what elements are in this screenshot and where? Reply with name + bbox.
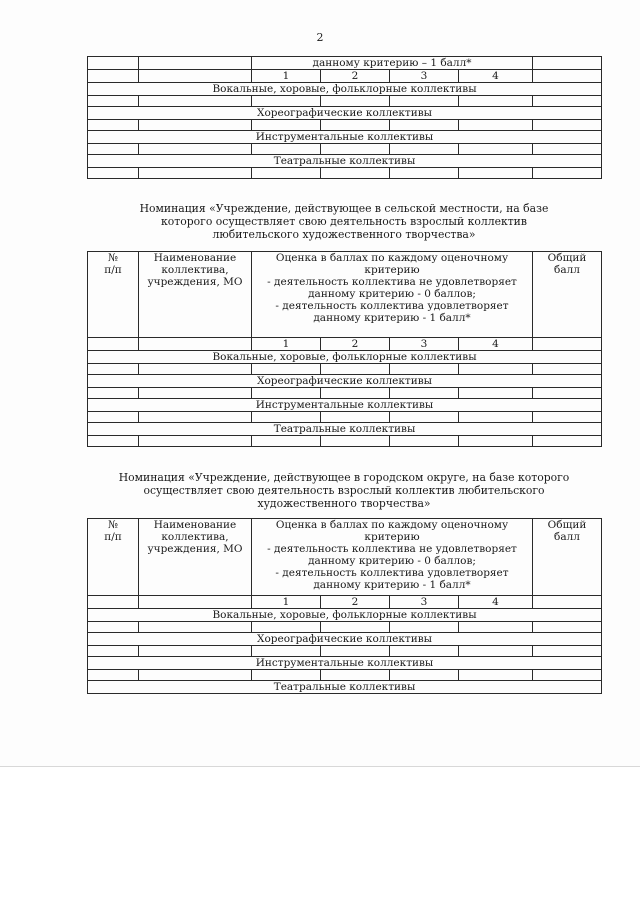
section-row <box>88 681 602 694</box>
table-header-row <box>88 252 602 338</box>
column-header-number: № п/п <box>88 519 139 596</box>
table-header-row <box>88 519 602 596</box>
column-header-total: Общий балл <box>533 252 602 338</box>
column-header-name: Наименование коллектива, учреждения, МО <box>139 252 252 338</box>
table-row <box>88 436 602 447</box>
section-title: Хореографические коллективы <box>88 107 602 120</box>
section-row <box>88 107 602 120</box>
table-row <box>88 144 602 155</box>
criterion-2: 2 <box>321 338 390 351</box>
table-row <box>88 412 602 423</box>
section-row <box>88 633 602 646</box>
column-header-score: Оценка в баллах по каждому оценочному критерию - деятельность коллектива не удовлетворяет данному критерию - 0 баллов; - деятельность коллектива удовлетворяет данному критерию - 1 балл* <box>252 252 533 338</box>
table-rural <box>87 251 602 447</box>
table-row <box>88 57 602 70</box>
table-row <box>88 670 602 681</box>
criterion-1: 1 <box>252 338 321 351</box>
section-row <box>88 657 602 670</box>
section-title: Инструментальные коллективы <box>88 131 602 144</box>
nomination-urban: Номинация «Учреждение, действующее в городском округе, на базе которого осуществляет свою деятельность взрослый коллектив любительского художественного творчества» <box>118 471 570 510</box>
criterion-2: 2 <box>321 596 390 609</box>
table-row <box>88 120 602 131</box>
page-number: 2 <box>316 31 324 44</box>
criteria-number-row <box>88 596 602 609</box>
section-title: Хореографические коллективы <box>88 375 602 388</box>
column-header-total: Общий балл <box>533 519 602 596</box>
criterion-3: 3 <box>390 596 459 609</box>
table-row <box>88 168 602 179</box>
criterion-2: 2 <box>321 70 390 83</box>
section-row <box>88 399 602 412</box>
table-row <box>88 364 602 375</box>
section-row <box>88 375 602 388</box>
criterion-1: 1 <box>252 596 321 609</box>
table-row <box>88 388 602 399</box>
criteria-number-row <box>88 338 602 351</box>
column-header-number: № п/п <box>88 252 139 338</box>
section-title: Вокальные, хоровые, фольклорные коллективы <box>88 351 602 364</box>
section-title: Театральные коллективы <box>88 681 602 694</box>
section-title: Вокальные, хоровые, фольклорные коллективы <box>88 83 602 96</box>
section-title: Инструментальные коллективы <box>88 399 602 412</box>
section-row <box>88 423 602 436</box>
criterion-3: 3 <box>390 338 459 351</box>
section-row <box>88 131 602 144</box>
section-row <box>88 155 602 168</box>
column-header-score: Оценка в баллах по каждому оценочному критерию - деятельность коллектива не удовлетворяет данному критерию - 0 баллов; - деятельность коллектива удовлетворяет данному критерию - 1 балл* <box>252 519 533 596</box>
section-title: Хореографические коллективы <box>88 633 602 646</box>
section-title: Вокальные, хоровые, фольклорные коллективы <box>88 609 602 622</box>
section-row <box>88 609 602 622</box>
section-title: Театральные коллективы <box>88 423 602 436</box>
score-header-fragment: данному критерию – 1 балл* <box>252 57 533 70</box>
nomination-rural: Номинация «Учреждение, действующее в сельской местности, на базе которого осуществляет свою деятельность взрослый коллектив любительского художественного творчества» <box>139 202 549 241</box>
section-title: Инструментальные коллективы <box>88 657 602 670</box>
criterion-3: 3 <box>390 70 459 83</box>
table-row <box>88 96 602 107</box>
criterion-4: 4 <box>459 596 533 609</box>
table-continuation <box>87 56 602 179</box>
criteria-number-row <box>88 70 602 83</box>
section-row <box>88 83 602 96</box>
table-row <box>88 646 602 657</box>
criterion-4: 4 <box>459 338 533 351</box>
table-row <box>88 622 602 633</box>
criterion-4: 4 <box>459 70 533 83</box>
section-title: Театральные коллективы <box>88 155 602 168</box>
section-row <box>88 351 602 364</box>
criterion-1: 1 <box>252 70 321 83</box>
column-header-name: Наименование коллектива, учреждения, МО <box>139 519 252 596</box>
table-urban <box>87 518 602 694</box>
